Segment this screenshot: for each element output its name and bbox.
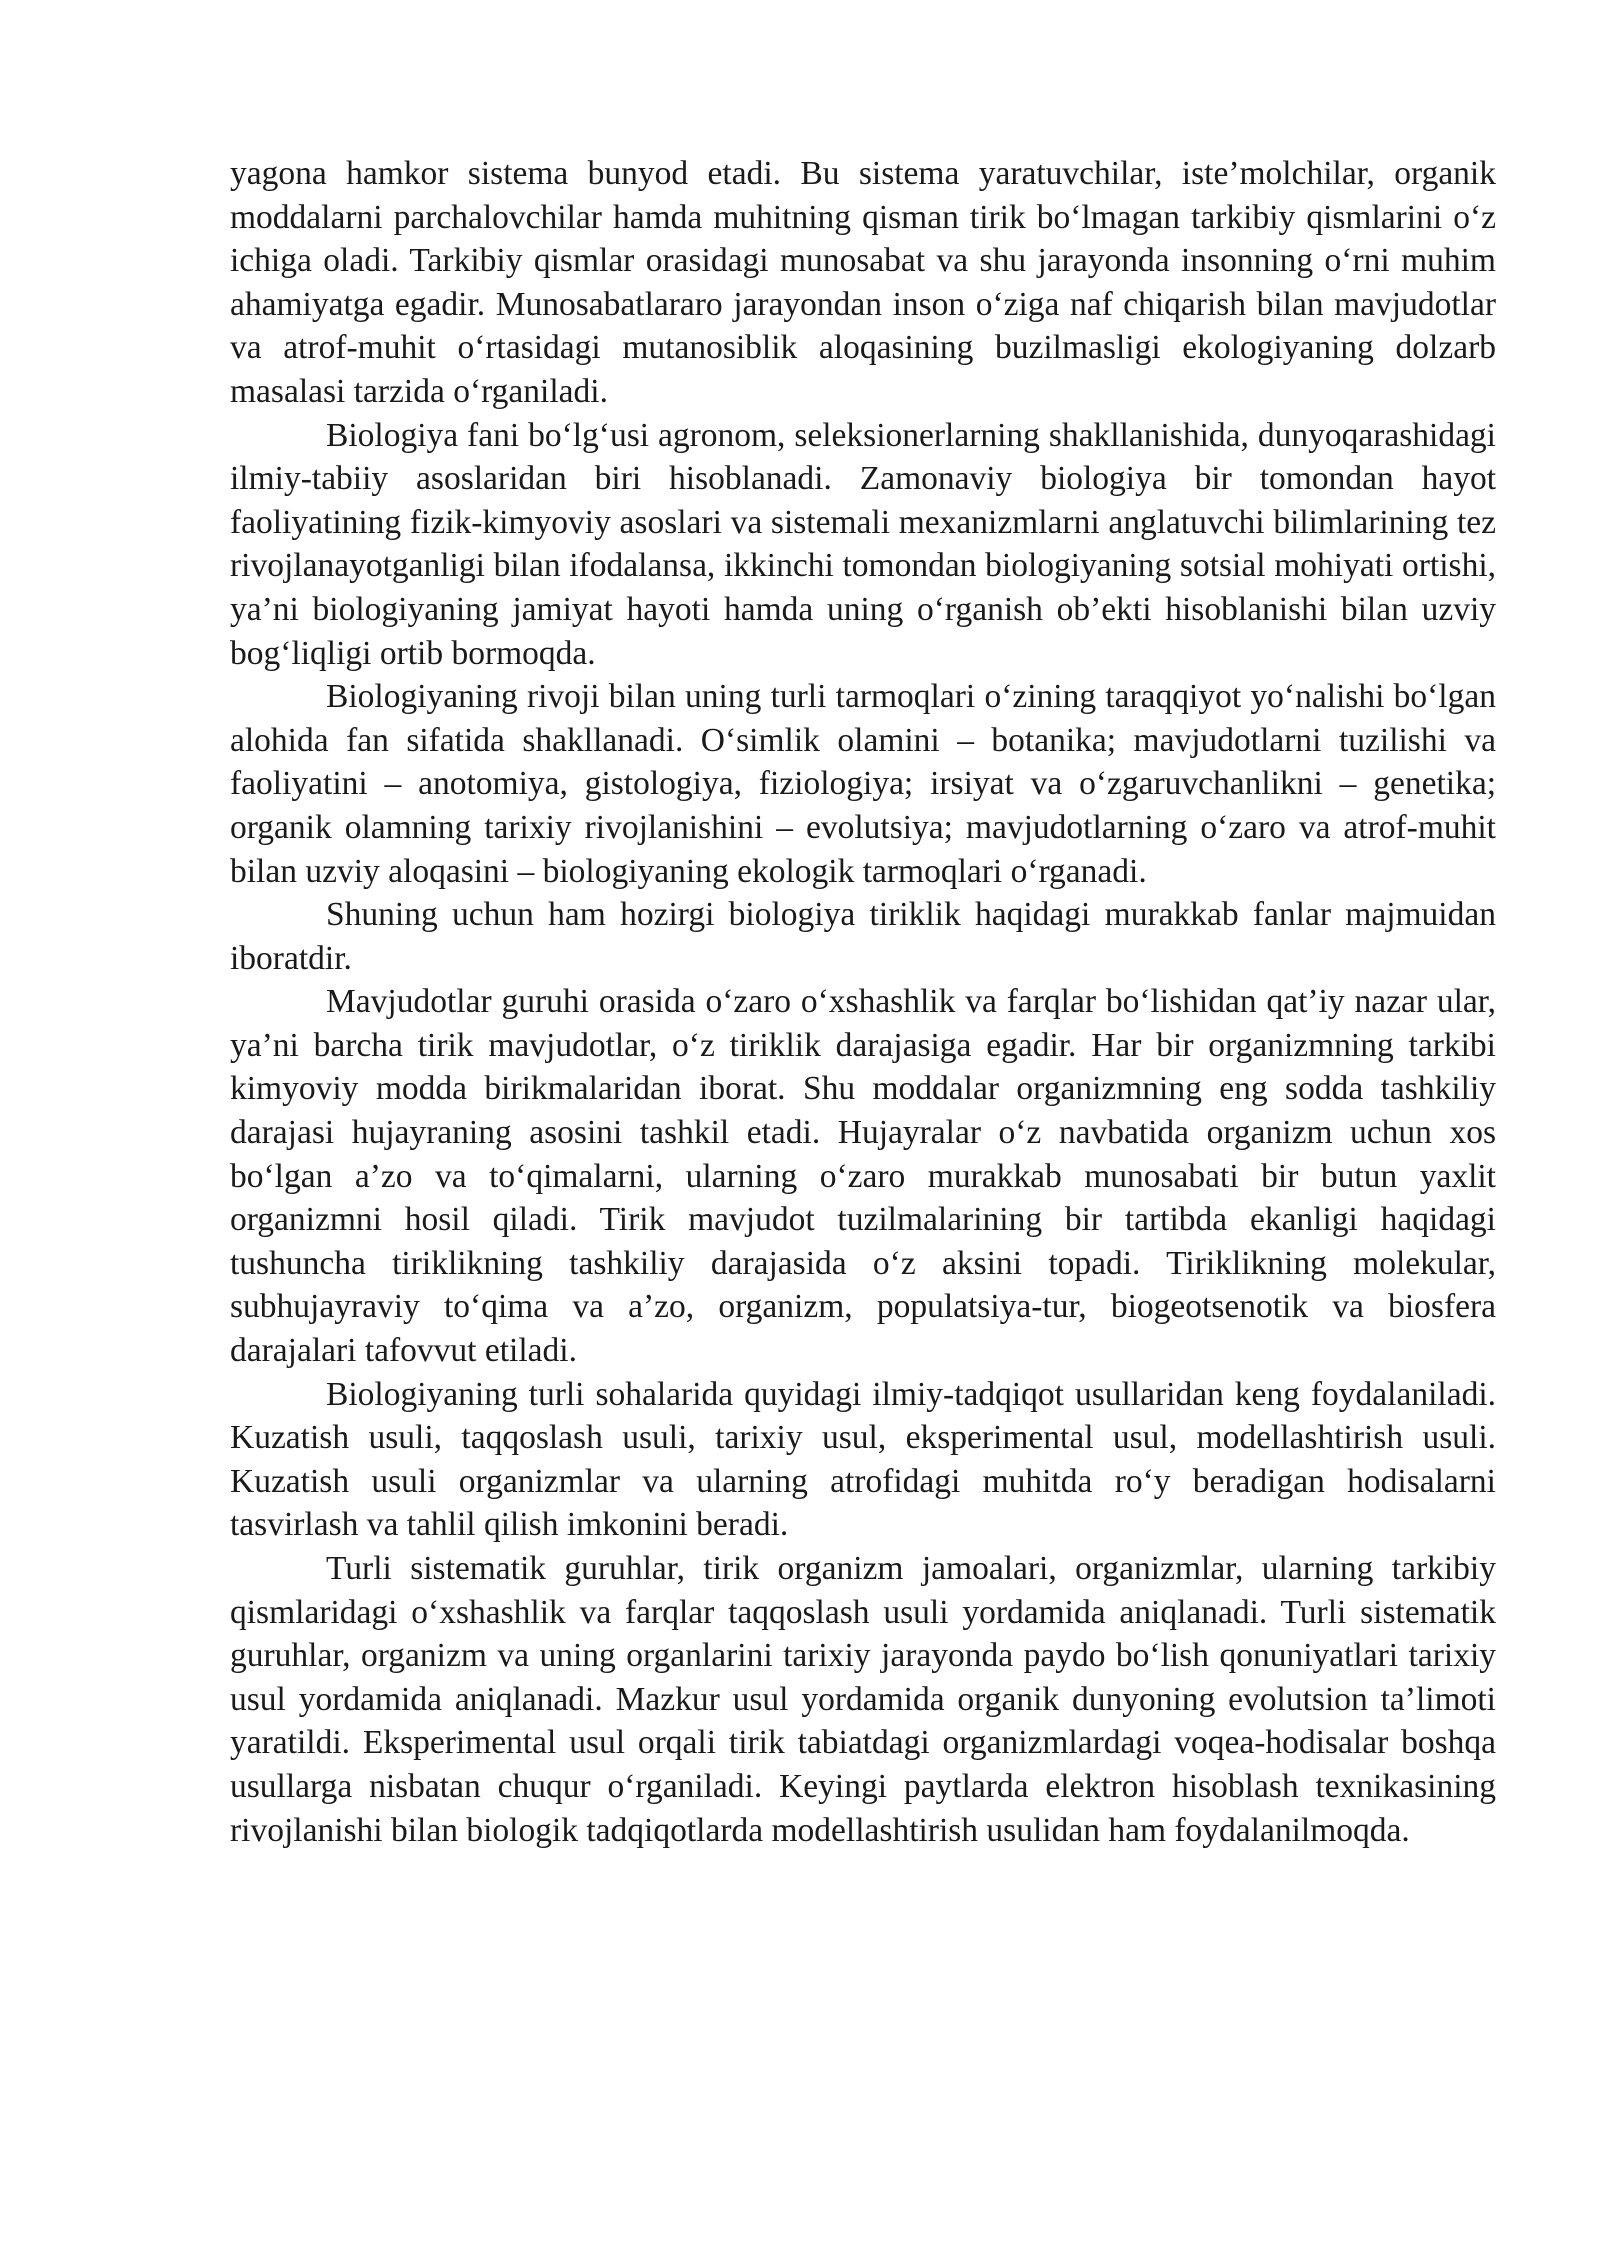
paragraph-7: Turli sistematik guruhlar, tirik organizm jamoalari, organizmlar, ularning tarkibiy qismlaridagi o‘xshashlik va farqlar taqqoslash usuli yordamida aniqlanadi. Turli sistematik guruhlar, organizm va uning organlarini tarixiy jarayonda paydo bo‘lish qonuniyatlari tarixiy usul yordamida aniqlanadi. Mazkur usul yordamida organik dunyoning evolutsion ta’limoti yaratildi. Eksperimental usul orqali tirik tabiatdagi organizmlardagi voqea-hodisalar boshqa usullarga nisbatan chuqur o‘rganiladi. Keyingi paytlarda elektron hisoblash texnikasining rivojlanishi bilan biologik tadqiqotlarda modellashtirish usulidan ham foydalanilmoqda.	[230, 1550, 1496, 1849]
paragraph-4: Shuning uchun ham hozirgi biologiya tiriklik haqidagi murakkab fanlar majmuidan iboratdir.	[230, 896, 1496, 977]
paragraph-1: yagona hamkor sistema bunyod etadi. Bu sistema yaratuvchilar, iste’molchilar, organik moddalarni parchalovchilar hamda muhitning qisman tirik bo‘lmagan tarkibiy qismlarini o‘z ichiga oladi. Tarkibiy qismlar orasidagi munosabat va shu jarayonda insonning o‘rni muhim ahamiyatga egadir. Munosabatlararo jarayondan inson o‘ziga naf chiqarish bilan mavjudotlar va atrof-muhit o‘rtasidagi mutanosiblik aloqasining buzilmasligi ekologiyaning dolzarb masalasi tarzida o‘rganiladi.	[230, 155, 1496, 410]
document-page	[230, 152, 1496, 1852]
paragraph-2: Biologiya fani bo‘lg‘usi agronom, seleksionerlarning shakllanishida, dunyoqarashidagi ilmiy-tabiiy asoslaridan biri hisoblanadi. Zamonaviy biologiya bir tomondan hayot faoliyatining fizik-kimyoviy asoslari va sistemali mexanizmlarni anglatuvchi bilimlarining tez rivojlanayotganligi bilan ifodalansa, ikkinchi tomondan biologiyaning sotsial mohiyati ortishi, ya’ni biologiyaning jamiyat hayoti hamda uning o‘rganish ob’ekti hisoblanishi bilan uzviy bog‘liqligi ortib bormoqda.	[230, 416, 1496, 672]
paragraph-6: Biologiyaning turli sohalarida quyidagi ilmiy-tadqiqot usullaridan keng foydalaniladi. Kuzatish usuli, taqqoslash usuli, tarixiy usul, eksperimental usul, modellashtirish usuli. Kuzatish usuli organizmlar va ularning atrofidagi muhitda ro‘y beradigan hodisalarni tasvirlash va tahlil qilish imkonini beradi.	[230, 1375, 1496, 1544]
paragraph-3: Biologiyaning rivoji bilan uning turli tarmoqlari o‘zining taraqqiyot yo‘nalishi bo‘lgan alohida fan sifatida shakllanadi. O‘simlik olamini – botanika; mavjudotlarni tuzilishi va faoliyatini – anotomiya, gistologiya, fiziologiya; irsiyat va o‘zgaruvchanlikni – genetika; organik olamning tarixiy rivojlanishini – evolutsiya; mavjudotlarning o‘zaro va atrof-muhit bilan uzviy aloqasini – biologiyaning ekologik tarmoqlari o‘rganadi.	[230, 678, 1496, 890]
paragraph-5: Mavjudotlar guruhi orasida o‘zaro o‘xshashlik va farqlar bo‘lishidan qat’iy nazar ular, ya’ni barcha tirik mavjudotlar, o‘z tiriklik darajasiga egadir. Har bir organizmning tarkibi kimyoviy modda birikmalaridan iborat. Shu moddalar organizmning eng sodda tashkiliy darajasi hujayraning asosini tashkil etadi. Hujayralar o‘z navbatida organizm uchun xos bo‘lgan a’zo va to‘qimalarni, ularning o‘zaro murakkab munosabati bir butun yaxlit organizmni hosil qiladi. Tirik mavjudot tuzilmalarining bir tartibda ekanligi haqidagi tushuncha tiriklikning tashkiliy darajasida o‘z aksini topadi. Tiriklikning molekular, subhujayraviy to‘qima va a’zo, organizm, populatsiya-tur, biogeotsenotik va biosfera darajalari tafovvut etiladi.	[230, 983, 1496, 1370]
